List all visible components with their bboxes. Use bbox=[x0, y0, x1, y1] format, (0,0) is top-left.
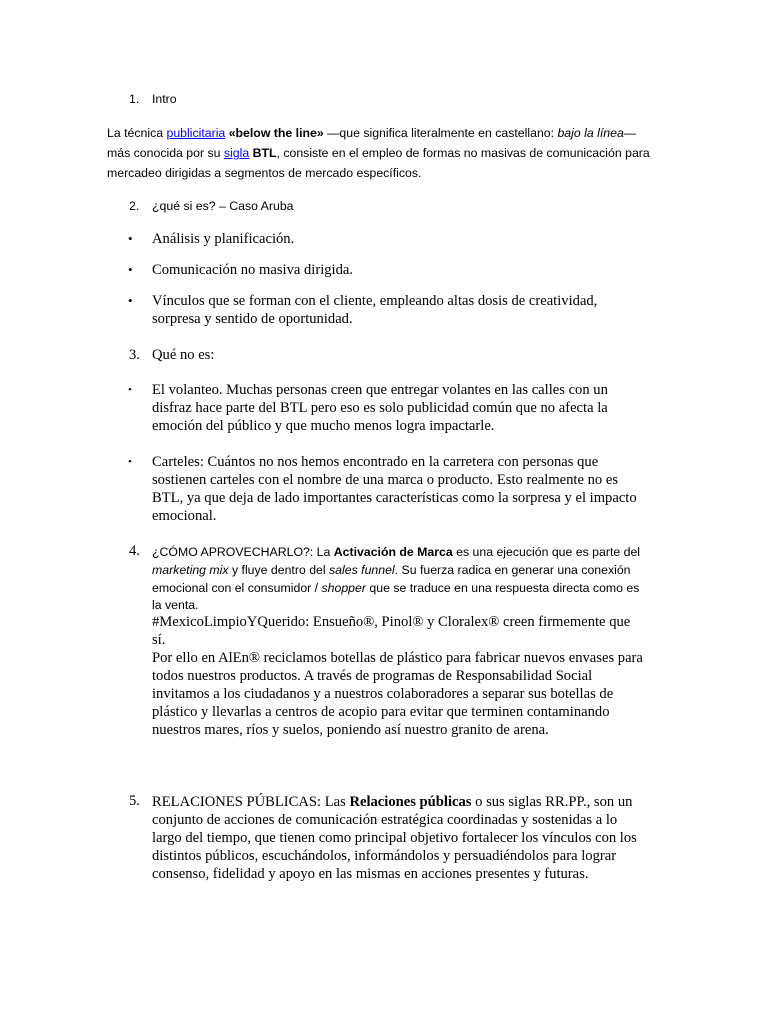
bold-text: BTL bbox=[252, 146, 277, 161]
intro-line-2 bbox=[107, 144, 667, 162]
section-4-body bbox=[152, 613, 692, 739]
list-item-text: Carteles: Cuántos no nos hemos encontrado en la carretera con personas que bbox=[152, 454, 599, 470]
text: ¿CÓMO APROVECHARLO?: La bbox=[152, 545, 334, 559]
italic-text: marketing mix bbox=[152, 562, 229, 577]
text: La técnica bbox=[107, 126, 167, 140]
bullet-icon: • bbox=[128, 456, 132, 468]
section-number: 1. bbox=[129, 92, 140, 106]
text-line: #MexicoLimpioYQuerido: Ensueño®, Pinol® y Cloralex® creen firmemente que bbox=[152, 614, 631, 630]
list-item-text: Vínculos que se forman con el cliente, empleando altas dosis de creatividad, bbox=[152, 293, 598, 309]
bullet-icon: • bbox=[128, 231, 133, 246]
text: RELACIONES PÚBLICAS: Las bbox=[152, 794, 350, 810]
text: — bbox=[623, 126, 637, 140]
text-line: nuestros mares, ríos y suelos, poniendo así nuestro granito de arena. bbox=[152, 722, 549, 738]
link-sigla[interactable]: sigla bbox=[223, 146, 250, 161]
text: emocional con el consumidor / bbox=[152, 580, 322, 595]
section-5-body bbox=[152, 793, 692, 883]
text-line: la venta. bbox=[152, 598, 199, 613]
intro-paragraph bbox=[107, 124, 667, 183]
list-item-text: disfraz hace parte del BTL pero eso es solo publicidad común que no afecta la bbox=[152, 400, 608, 416]
bold-text: Activación de Marca bbox=[333, 545, 453, 559]
bold-text: «below the line» bbox=[228, 126, 324, 140]
text: o sus siglas RR.PP., son un bbox=[471, 794, 633, 810]
text-line: distintos públicos, escuchándolos, informándolos y persuadiéndolos para lograr bbox=[152, 848, 617, 864]
text-line bbox=[152, 580, 672, 598]
bullet-icon: • bbox=[128, 293, 133, 308]
bullet-icon: • bbox=[128, 384, 132, 396]
text-line bbox=[152, 562, 672, 580]
text-line: consenso, fidelidad y apoyo en las mismas en acciones presentes y futuras. bbox=[152, 866, 589, 882]
text-line: sí. bbox=[152, 632, 166, 648]
section-2-heading bbox=[0, 199, 768, 217]
section-title: Intro bbox=[152, 92, 177, 106]
section-3-heading bbox=[0, 347, 768, 367]
section-number: 2. bbox=[129, 199, 140, 213]
section-number: 5. bbox=[129, 793, 140, 809]
text-line: Por ello en AlEn® reciclamos botellas de plástico para fabricar nuevos envases para bbox=[152, 650, 643, 666]
list-item-text: Análisis y planificación. bbox=[152, 231, 295, 247]
text-line: todos nuestros productos. A través de programas de Responsabilidad Social bbox=[152, 668, 593, 684]
text-line: conjunto de acciones de comunicación estratégica coordinadas y sostenidas a lo bbox=[152, 812, 618, 828]
text-line: plástico y llevarlas a centros de acopio para evitar que terminen contaminando bbox=[152, 704, 610, 720]
text-line bbox=[152, 793, 692, 811]
text: es una ejecución que es parte del bbox=[452, 545, 641, 559]
section-title: ¿qué si es? – Caso Aruba bbox=[152, 199, 294, 213]
list-item-text: sostienen carteles con el nombre de una marca o producto. Esto realmente no es bbox=[152, 472, 619, 488]
italic-text: shopper bbox=[321, 580, 366, 595]
italic-text: sales funnel bbox=[329, 562, 395, 577]
text: —que significa literalmente en castellano: bbox=[323, 126, 558, 140]
list-item-text: Comunicación no masiva dirigida. bbox=[152, 262, 354, 278]
section-1-heading bbox=[0, 92, 768, 110]
text-line: largo del tiempo, que tienen como principal objetivo fortalecer los vínculos con los bbox=[152, 830, 637, 846]
list-item-text: emoción del público y que mucho menos logra impactarle. bbox=[152, 418, 495, 434]
text: . Su fuerza radica en generar una conexión bbox=[394, 562, 631, 577]
list-item-text: El volanteo. Muchas personas creen que entregar volantes en las calles con un bbox=[152, 382, 608, 398]
section-title: Qué no es: bbox=[152, 347, 215, 363]
intro-line-3: mercadeo dirigidas a segmentos de mercado específicos. bbox=[107, 166, 422, 181]
text-line bbox=[152, 544, 672, 562]
section-4-intro bbox=[152, 544, 672, 615]
section-number: 3. bbox=[129, 347, 140, 363]
italic-text: bajo la línea bbox=[557, 126, 624, 140]
link-publicitaria[interactable]: publicitaria bbox=[166, 126, 226, 140]
intro-line-1 bbox=[107, 124, 667, 142]
bullet-icon: • bbox=[128, 262, 133, 277]
text: más conocida por su bbox=[107, 146, 224, 161]
bold-text: Relaciones públicas bbox=[349, 794, 472, 810]
list-item-text: sorpresa y sentido de oportunidad. bbox=[152, 311, 353, 327]
text: que se traduce en una respuesta directa como es bbox=[365, 580, 640, 595]
section-number: 4. bbox=[129, 543, 140, 559]
text: y fluye dentro del bbox=[228, 562, 330, 577]
list-item-text: BTL, ya que deja de lado importantes características como la sorpresa y el impacto bbox=[152, 490, 637, 506]
text: , consiste en el empleo de formas no masivas de comunicación para bbox=[276, 146, 650, 161]
list-item-text: emocional. bbox=[152, 508, 217, 524]
text-line: invitamos a los ciudadanos y a nuestros colaboradores a separar sus botellas de bbox=[152, 686, 614, 702]
